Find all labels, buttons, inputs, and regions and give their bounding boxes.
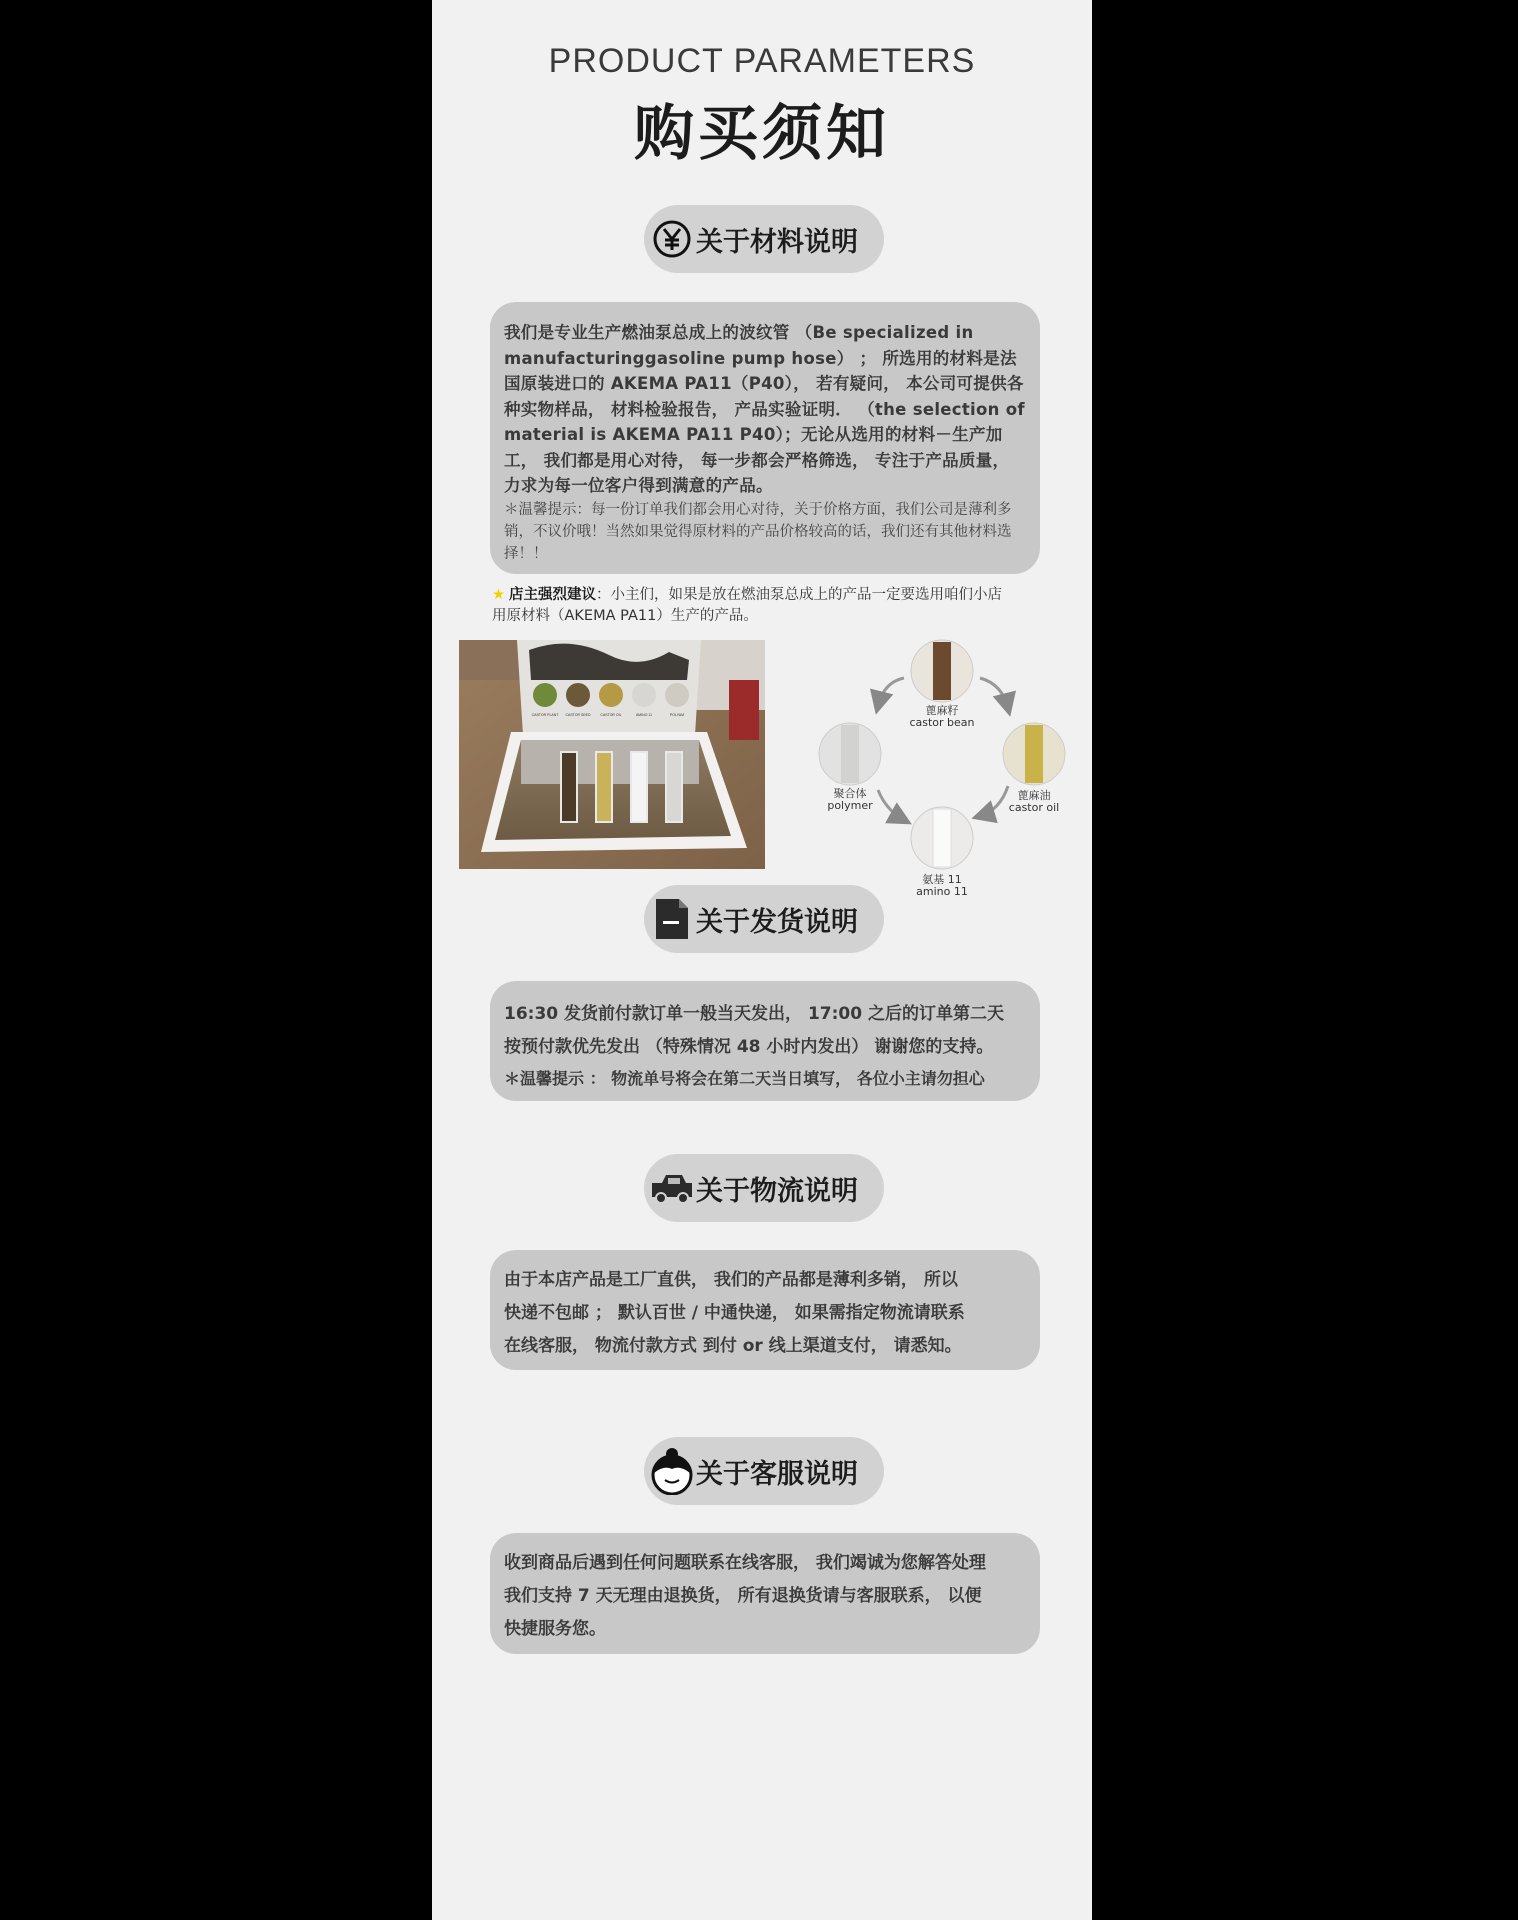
- agent-face-icon: [650, 1449, 694, 1493]
- service-line-1: 收到商品后遇到任何问题联系在线客服， 我们竭诚为您解答处理: [504, 1553, 986, 1573]
- logistics-heading-pill: [644, 1154, 884, 1222]
- shipping-line-1: 16:30 发货前付款订单一般当天发出， 17:00 之后的订单第二天: [504, 1004, 1004, 1024]
- shipping-heading: 关于发货说明: [696, 906, 858, 938]
- photo-icon-label: AMINO 11: [635, 713, 653, 717]
- material-info-box: [490, 302, 1040, 574]
- page-title-cn: 购买须知: [634, 99, 890, 169]
- service-heading: 关于客服说明: [696, 1458, 858, 1490]
- sample-box-photo: [459, 640, 765, 869]
- star-icon: ★: [492, 587, 505, 603]
- photo-icon-label: CASTOR PLANT: [531, 713, 559, 717]
- service-line-3: 快捷服务您。: [504, 1619, 606, 1639]
- cycle-stage-castor-oil: 蓖麻油 castor oil: [1008, 789, 1060, 814]
- logistics-heading: 关于物流说明: [696, 1175, 858, 1207]
- material-heading-pill: [644, 205, 884, 273]
- service-info-box: [490, 1533, 1040, 1654]
- cycle-stage-castor-bean: 蓖麻籽 castor bean: [909, 704, 975, 729]
- logistics-line-3: 在线客服， 物流付款方式 到付 or 线上渠道支付， 请悉知。: [504, 1336, 962, 1356]
- owner-tip: [492, 585, 1012, 627]
- yen-circle-icon: [650, 217, 694, 261]
- page-title-en: PRODUCT PARAMETERS: [548, 42, 976, 80]
- material-note: ＊温馨提示：每一份订单我们都会用心对待，关于价格方面，我们公司是薄利多销，不议价哦！当然如果觉得原材料的产品价格较高的话，我们还有其他材料选择！！: [504, 501, 1012, 562]
- shipping-line-2: 按预付款优先发出 （特殊情况 48 小时内发出） 谢谢您的支持。: [504, 1037, 994, 1057]
- service-line-2: 我们支持 7 天无理由退换货， 所有退换货请与客服联系， 以便: [504, 1586, 982, 1606]
- truck-icon: [650, 1166, 694, 1210]
- tip-label: 店主强烈建议: [509, 587, 596, 603]
- shipping-info-box: [490, 981, 1040, 1101]
- logistics-line-2: 快递不包邮 ； 默认百世 / 中通快递， 如果需指定物流请联系: [504, 1303, 965, 1323]
- shipping-note: ＊温馨提示 ： 物流单号将会在第二天当日填写， 各位小主请勿担心: [504, 1069, 985, 1088]
- material-body: 我们是专业生产燃油泵总成上的波纹管 （Be specialized in manufacturinggasoline pump hose） ； 所选用的材料是法国原装进口的 AKEMA PA11（P40）， 若有疑问， 本公司可提供各种实物样品， 材料检验报告， 产品实验证明． （the selection of material is AKEMA PA11 P40）；无论从选用的材料－生产加工， 我们都是用心对待， 每一步都会严格筛选， 专注于产品质量， 力求为每一位客户得到满意的产品。: [504, 323, 1025, 495]
- service-heading-pill: [644, 1437, 884, 1505]
- material-cycle-diagram: [812, 638, 1072, 898]
- logistics-line-1: 由于本店产品是工厂直供， 我们的产品都是薄利多销， 所以: [504, 1270, 958, 1290]
- tip-text: ：小主们，如果是放在燃油泵总成上的产品一定要选用咱们小店用原材料（AKEMA PA11）生产的产品。: [492, 587, 1002, 624]
- product-notice-page: [432, 0, 1092, 1920]
- cycle-stage-polymer: 聚合体 polymer: [827, 787, 873, 812]
- document-icon: [650, 897, 694, 941]
- photo-icon-label: CASTOR OIL: [600, 713, 622, 717]
- material-heading: 关于材料说明: [696, 226, 858, 258]
- cycle-stage-amino-11: 氨基 11 amino 11: [916, 873, 968, 898]
- shipping-heading-pill: [644, 885, 884, 953]
- logistics-info-box: [490, 1250, 1040, 1370]
- photo-icon-label: CASTOR SEED: [565, 713, 591, 717]
- photo-icon-label: POLYAM: [669, 713, 685, 717]
